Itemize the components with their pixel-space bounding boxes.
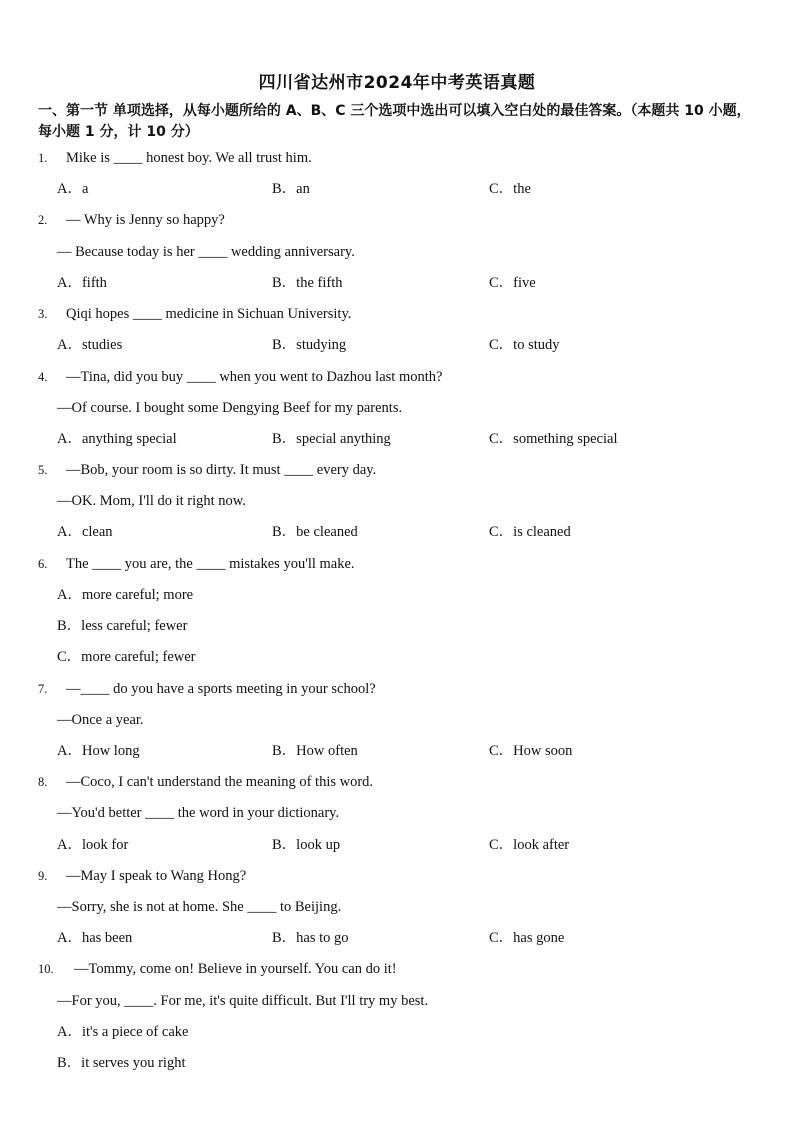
question-stem-continued: —You'd better ____ the word in your dictionary. [57,805,340,821]
option-a: A．fifth [57,275,107,291]
question-stem: —Bob, your room is so dirty. It must ____ every day. [66,462,377,478]
option-b: B．How often [272,743,358,759]
question-stem: Qiqi hopes ____ medicine in Sichuan University. [66,306,352,322]
question-number: 3. [38,307,48,321]
question-stem: —Coco, I can't understand the meaning of this word. [66,774,374,790]
option-a: A．look for [57,837,129,853]
option-b: B．studying [272,337,347,353]
option-a: A．more careful; more [57,587,194,603]
option-c: C．to study [489,337,560,353]
question-number: 10. [38,962,54,976]
question-stem: —May I speak to Wang Hong? [66,868,247,884]
option-a: A．has been [57,930,133,946]
question-stem-continued: —Once a year. [57,712,144,728]
question-number: 7. [38,682,48,696]
option-a: A．anything special [57,431,177,447]
option-c: C．more careful; fewer [57,649,196,665]
question-stem: Mike is ____ honest boy. We all trust him. [66,150,312,166]
question-number: 9. [38,869,48,883]
question-stem-continued: — Because today is her ____ wedding anniversary. [57,244,355,260]
option-b: B．it serves you right [57,1055,186,1071]
question-stem: —Tommy, come on! Believe in yourself. You can do it! [74,961,397,977]
option-c: C．How soon [489,743,573,759]
option-c: C．something special [489,431,618,447]
question-stem: The ____ you are, the ____ mistakes you'll make. [66,556,355,572]
question-stem: — Why is Jenny so happy? [66,212,225,228]
option-a: A．it's a piece of cake [57,1024,189,1040]
option-a: A．a [57,181,89,197]
question-stem: —Tina, did you buy ____ when you went to Dazhou last month? [66,369,443,385]
question-stem-continued: —For you, ____. For me, it's quite difficult. But I'll try my best. [57,993,429,1009]
question-number: 4. [38,370,48,384]
option-b: B．special anything [272,431,391,447]
question-number: 2. [38,213,48,227]
question-stem-continued: —Of course. I bought some Dengying Beef for my parents. [57,400,403,416]
section-instruction: 一、第一节 单项选择，从每小题所给的 A、B、C 三个选项中选出可以填入空白处的最佳答案。（本题共 10 小题，每小题 1 分，计 10 分） [38,103,751,140]
option-b: B．be cleaned [272,524,358,540]
option-c: C．is cleaned [489,524,571,540]
question-number: 8. [38,775,48,789]
question-number: 6. [38,557,48,571]
question-stem-continued: —Sorry, she is not at home. She ____ to Beijing. [57,899,342,915]
question-number: 5. [38,463,48,477]
option-a: A．studies [57,337,123,353]
option-b: B．the fifth [272,275,343,291]
option-c: C．look after [489,837,570,853]
option-b: B．has to go [272,930,349,946]
page-title: 四川省达州市2024年中考英语真题 [258,73,536,93]
option-c: C．the [489,181,531,197]
question-stem: —____ do you have a sports meeting in your school? [66,681,376,697]
option-b: B．less careful; fewer [57,618,188,634]
option-a: A．clean [57,524,113,540]
question-number: 1. [38,151,48,165]
option-b: B．look up [272,837,341,853]
option-a: A．How long [57,743,140,759]
question-stem-continued: —OK. Mom, I'll do it right now. [57,493,246,509]
option-c: C．has gone [489,930,565,946]
option-c: C．five [489,275,536,291]
option-b: B．an [272,181,310,197]
